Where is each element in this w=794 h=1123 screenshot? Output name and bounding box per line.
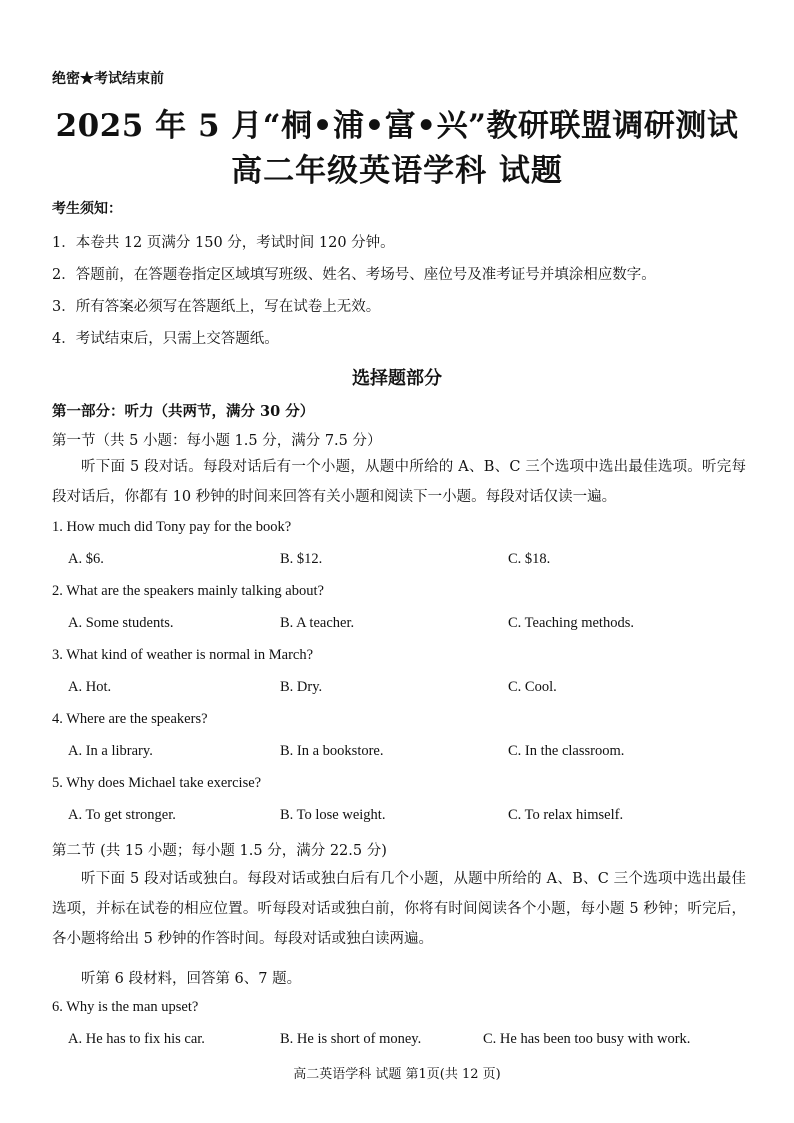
confidential-label: 绝密★考试结束前 (52, 71, 164, 87)
exam-subtitle: 高二年级英语学科 试题 (231, 153, 563, 189)
notice-item: 1．本卷共 12 页满分 150 分，考试时间 120 分钟。 (52, 235, 395, 251)
option-c: C. Teaching methods. (508, 615, 634, 631)
option-c: C. In the classroom. (508, 743, 625, 759)
section-heading: 第二节 (共 15 小题；每小题 1.5 分，满分 22.5 分) (52, 843, 387, 859)
question-stem: 1. How much did Tony pay for the book? (52, 519, 292, 535)
option-c: C. To relax himself. (508, 807, 624, 823)
option-b: B. He is short of money. (280, 1031, 422, 1047)
notice-heading: 考生须知： (52, 201, 122, 217)
option-b: B. $12. (280, 551, 323, 567)
question-stem: 2. What are the speakers mainly talking about? (52, 583, 324, 599)
option-b: B. Dry. (280, 679, 323, 695)
page-footer: 高二英语学科 试题 第1页(共 12 页) (293, 1067, 501, 1082)
option-b: B. A teacher. (280, 615, 355, 631)
part-heading: 第一部分：听力（共两节，满分 30 分） (52, 403, 315, 420)
instructions-paragraph: 听下面 5 段对话。每段对话后有一个小题，从题中所给的 A、B、C 三个选项中选出最佳选项。听完每段对话后，你都有 10 秒钟的时间来回答有关小题和阅读下一小题。每段对话仅读一遍。 (52, 459, 746, 505)
section-heading: 第一节（共 5 小题：每小题 1.5 分，满分 7.5 分） (52, 433, 382, 449)
option-b: B. In a bookstore. (280, 743, 384, 759)
question-stem: 5. Why does Michael take exercise? (52, 775, 262, 791)
question-stem: 4. Where are the speakers? (52, 711, 208, 727)
option-a: A. He has to fix his car. (68, 1031, 205, 1047)
option-a: A. $6. (68, 551, 104, 567)
question-stem: 6. Why is the man upset? (52, 999, 199, 1015)
notice-item: 4．考试结束后，只需上交答题纸。 (52, 331, 279, 347)
instructions-paragraph: 听下面 5 段对话或独白。每段对话或独白后有几个小题，从题中所给的 A、B、C 三个选项中选出最佳选项，并标在试卷的相应位置。听每段对话或独白前，你将有时间阅读各个小题，每小题 5 秒钟；听完后，各小题将给出 5 秒钟的作答时间。每段对话或独白读两遍。 (52, 871, 746, 947)
question-stem: 3. What kind of weather is normal in March? (52, 647, 314, 663)
notice-item: 2．答题前，在答题卷指定区域填写班级、姓名、考场号、座位号及准考证号并填涂相应数字。 (52, 267, 656, 283)
option-a: A. Hot. (68, 679, 112, 695)
option-a: A. To get stronger. (68, 807, 176, 823)
option-a: A. Some students. (68, 615, 174, 631)
section-title: 选择题部分 (352, 368, 442, 389)
option-a: A. In a library. (68, 743, 153, 759)
exam-title: 2025 年 5 月“桐•浦•富•兴”教研联盟调研测试 (55, 108, 739, 144)
option-c: C. Cool. (508, 679, 557, 695)
option-c: C. $18. (508, 551, 551, 567)
option-c: C. He has been too busy with work. (483, 1031, 691, 1047)
material-label: 听第 6 段材料，回答第 6、7 题。 (81, 971, 302, 987)
notice-item: 3．所有答案必须写在答题纸上，写在试卷上无效。 (52, 299, 381, 315)
option-b: B. To lose weight. (280, 807, 386, 823)
